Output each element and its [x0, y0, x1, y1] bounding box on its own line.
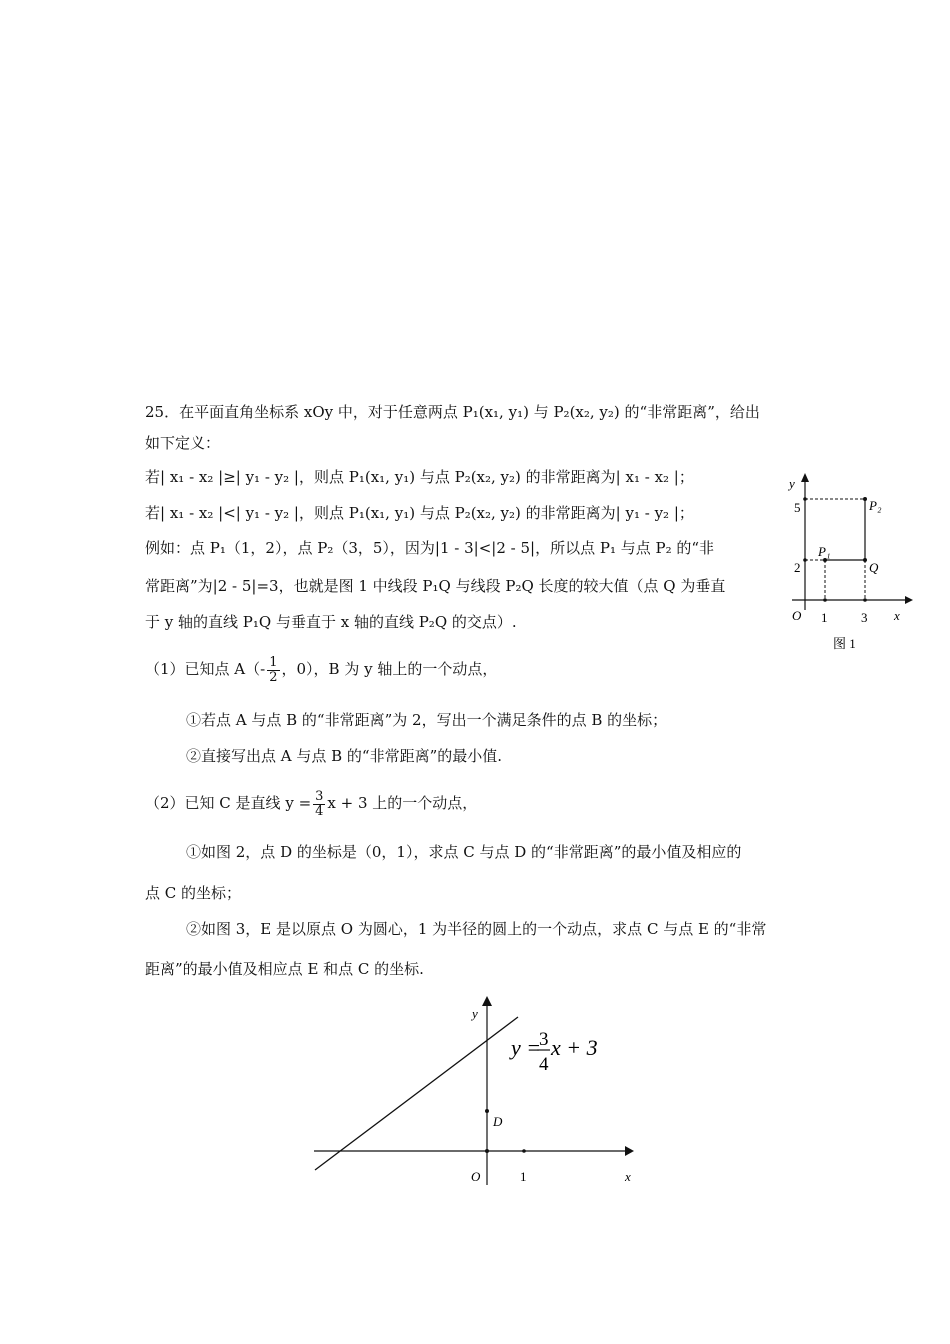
point-p2 [863, 497, 867, 501]
part1-question-2: ②直接写出点 A 与点 B 的“非常距离”的最小值. [186, 747, 503, 765]
part2-frac-num: 3 [315, 788, 324, 804]
fig2-y-arrow [482, 996, 492, 1006]
part2-intro-b: x + 3 上的一个动点， [327, 794, 478, 812]
fig2-origin-label: O [471, 1169, 481, 1184]
part2-intro-a: （2）已知 C 是直线 y = [145, 794, 312, 812]
figure-2 [300, 990, 650, 1200]
part1-question-1: ①若点 A 与点 B 的“非常距离”为 2，写出一个满足条件的点 B 的坐标； [186, 711, 668, 729]
fig1-tick-y5: 5 [794, 500, 801, 515]
definition-line-1: 若| x₁ - x₂ |≥| y₁ - y₂ |，则点 P₁(x₁, y₁) 与点 P₂(x₂, y₂) 的非常距离为| x₁ - x₂ |； [145, 468, 694, 486]
part1-intro [145, 652, 497, 686]
definition-line-2: 若| x₁ - x₂ |<| y₁ - y₂ |，则点 P₁(x₁, y₁) 与点 P₂(x₂, y₂) 的非常距离为| y₁ - y₂ |； [145, 504, 694, 522]
part1-intro-b: ，0），B 为 y 轴上的一个动点， [281, 660, 498, 678]
part1-frac-den: 2 [269, 669, 278, 685]
tick-dot-1 [522, 1149, 526, 1153]
part1-fraction [267, 656, 279, 685]
fig2-eq-den: 4 [539, 1054, 549, 1075]
part2-question-1a: ①如图 2，点 D 的坐标是（0，1），求点 C 与点 D 的“非常距离”的最小值及相应的 [186, 843, 742, 861]
part1-frac-num: 1 [269, 654, 278, 670]
fig2-eq-rest: x + 3 [551, 1035, 598, 1060]
point-origin [485, 1149, 489, 1153]
fig1-tick-x1: 1 [821, 610, 828, 625]
part2-question-2b: 距离”的最小值及相应点 E 和点 C 的坐标. [145, 960, 424, 978]
part2-frac-den: 4 [315, 803, 324, 819]
tick-dot-x1 [823, 598, 827, 602]
fig2-x-label: x [625, 1169, 631, 1184]
point-q [863, 558, 867, 562]
tick-dot-x3 [863, 598, 867, 602]
fig1-x-label: x [894, 608, 900, 623]
point-d [485, 1109, 489, 1113]
problem-line-1: 25．在平面直角坐标系 xOy 中，对于任意两点 P₁(x₁, y₁) 与 P₂(x₂, y₂) 的“非常距离”，给出 [145, 403, 760, 421]
fig2-d-label: D [493, 1114, 503, 1129]
part1-intro-a: （1）已知点 A（- [145, 660, 266, 678]
part2-question-1b: 点 C 的坐标； [145, 884, 242, 902]
fig1-y-label: y [789, 476, 795, 491]
fig1-caption: 图 1 [833, 636, 856, 651]
problem-line-2: 如下定义： [145, 434, 221, 452]
figure-1 [770, 460, 920, 660]
fig2-eq-y: y = [511, 1035, 542, 1060]
fig1-x-arrow [905, 596, 913, 604]
tick-dot-y5 [803, 497, 807, 501]
example-line-1: 例如：点 P₁（1，2），点 P₂（3，5），因为|1 - 3|<|2 - 5|，所以点 P₁ 与点 P₂ 的“非 [145, 539, 715, 557]
fig1-p2-label: P₂ [869, 498, 882, 513]
fig2-tick-1: 1 [520, 1169, 527, 1184]
fig1-p1-label: P₁ [818, 544, 831, 559]
fig1-q-label: Q [869, 560, 879, 575]
part2-fraction [313, 790, 325, 819]
fig1-tick-y2: 2 [794, 560, 801, 575]
fig1-origin-label: O [792, 608, 802, 623]
fig1-tick-x3: 3 [861, 610, 868, 625]
part2-intro [145, 786, 477, 820]
fig2-x-arrow [625, 1146, 634, 1156]
tick-dot-y2 [803, 558, 807, 562]
part2-question-2a: ②如图 3，E 是以原点 O 为圆心，1 为半径的圆上的一个动点，求点 C 与点 E 的“非常 [186, 920, 767, 938]
fig2-y-label: y [472, 1006, 478, 1021]
fig2-eq-num: 3 [539, 1029, 549, 1050]
fig1-y-arrow [801, 473, 809, 482]
example-line-2: 常距离”为|2 - 5|=3，也就是图 1 中线段 P₁Q 与线段 P₂Q 长度的较大值（点 Q 为垂直 [145, 577, 726, 595]
example-line-3: 于 y 轴的直线 P₁Q 与垂直于 x 轴的直线 P₂Q 的交点）. [145, 613, 517, 631]
